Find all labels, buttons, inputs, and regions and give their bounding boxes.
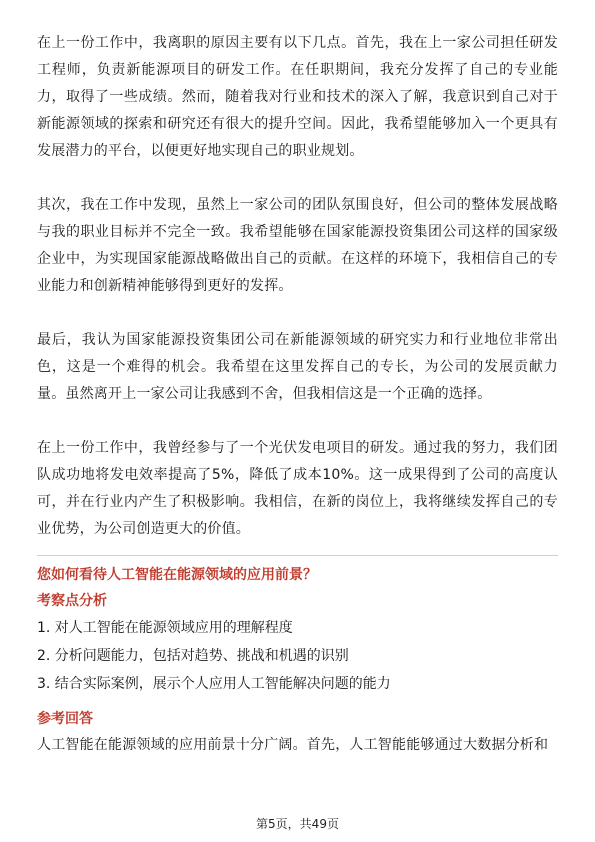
paragraph-gap [37, 300, 558, 327]
body-paragraph-4: 在上一份工作中，我曾经参与了一个光伏发电项目的研发。通过我的努力，我们团队成功地将发电效率提高了5%，降低了成本10%。这一成果得到了公司的高度认可，并在行业内产生了积极影响。我相信，在新的岗位上，我将继续发挥自己的专业优势，为公司创造更大的价值。 [37, 440, 558, 537]
analysis-heading: 考察点分析 [37, 593, 107, 609]
body-paragraph-2: 其次，我在工作中发现，虽然上一家公司的团队氛围良好，但公司的整体发展战略与我的职业目标并不完全一致。我希望能够在国家能源投资集团公司这样的国家级企业中，为实现国家能源战略做出自己的贡献。在这样的环境下，我相信自己的专业能力和创新精神能够得到更好的发挥。 [37, 197, 558, 294]
analysis-item-1: 1. 对人工智能在能源领域应用的理解程度 [37, 620, 293, 636]
analysis-item-3: 3. 结合实际案例，展示个人应用人工智能解决问题的能力 [37, 676, 391, 692]
question-title: 您如何看待人工智能在能源领域的应用前景？ [37, 567, 317, 583]
answer-heading: 参考回答 [37, 711, 93, 727]
document-page [37, 30, 558, 759]
answer-text: 人工智能在能源领域的应用前景十分广阔。首先，人工智能能够通过大数据分析和 [37, 737, 549, 753]
body-paragraph-1: 在上一份工作中，我离职的原因主要有以下几点。首先，我在上一家公司担任研发工程师，负责新能源项目的研发工作。在任职期间，我充分发挥了自己的专业能力，取得了一些成绩。然而，随着我对行业和技术的深入了解，我意识到自己对于新能源领域的探索和研究还有很大的提升空间。因此，我希望能够加入一个更具有发展潜力的平台，以便更好地实现自己的职业规划。 [37, 35, 558, 159]
paragraph-gap [37, 408, 558, 435]
page-footer: 第5页，共49页 [256, 817, 339, 831]
analysis-item-2: 2. 分析问题能力，包括对趋势、挑战和机遇的识别 [37, 648, 349, 664]
paragraph-gap [37, 165, 558, 192]
body-paragraph-3: 最后，我认为国家能源投资集团公司在新能源领域的研究实力和行业地位非常出色，这是一个难得的机会。我希望在这里发挥自己的专长，为公司的发展贡献力量。虽然离开上一家公司让我感到不舍，但我相信这是一个正确的选择。 [37, 332, 558, 402]
section-divider [37, 555, 558, 556]
